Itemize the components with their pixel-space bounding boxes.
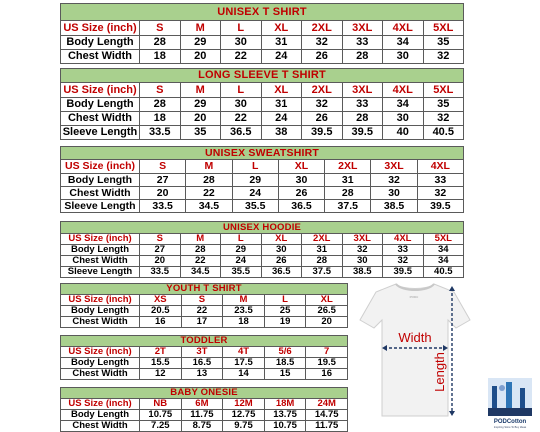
size-header-cell: S xyxy=(140,160,186,174)
measurement-cell: 35 xyxy=(423,98,464,112)
size-header-cell: L xyxy=(221,234,262,245)
measurement-cell: 34 xyxy=(383,98,424,112)
measurement-cell: 20 xyxy=(140,256,181,267)
size-header-cell: XL xyxy=(261,83,302,98)
row-label: Body Length xyxy=(61,98,140,112)
measurement-cell: 22 xyxy=(221,112,262,126)
measurement-cell: 30 xyxy=(221,36,262,50)
measurement-cell: 18 xyxy=(140,112,181,126)
size-header-label: US Size (inch) xyxy=(61,346,140,357)
measurement-cell: 28 xyxy=(186,174,232,187)
length-arrow-bottom-head xyxy=(449,411,455,416)
measurement-cell: 20.5 xyxy=(140,306,182,317)
measurement-cell: 33.5 xyxy=(140,200,186,213)
measurement-cell: 40.5 xyxy=(423,126,464,140)
measurement-cell: 34 xyxy=(423,245,464,256)
size-header-label: US Size (inch) xyxy=(61,295,140,306)
size-header-cell: 24M xyxy=(306,398,348,409)
measurement-cell: 31 xyxy=(261,36,302,50)
row-label: Chest Width xyxy=(61,112,140,126)
measurement-cell: 30 xyxy=(383,112,424,126)
size-header-cell: M xyxy=(180,21,221,36)
measurement-cell: 33 xyxy=(383,245,424,256)
measurement-cell: 19 xyxy=(264,317,306,328)
tshirt-diagram xyxy=(356,276,474,426)
row-label: Body Length xyxy=(61,306,140,317)
measurement-cell: 30 xyxy=(221,98,262,112)
measurement-cell: 36.5 xyxy=(261,267,302,278)
measurement-cell: 35 xyxy=(423,36,464,50)
measurement-cell: 24 xyxy=(221,256,262,267)
measurement-cell: 10.75 xyxy=(140,409,182,420)
measurement-cell: 26 xyxy=(302,112,343,126)
measurement-cell: 19.5 xyxy=(306,357,348,368)
measurement-cell: 14.75 xyxy=(306,409,348,420)
measurement-cell: 30 xyxy=(383,50,424,64)
measurement-cell: 7.25 xyxy=(140,420,182,431)
size-header-cell: 4XL xyxy=(383,83,424,98)
table-row xyxy=(61,187,464,200)
measurement-cell: 17.5 xyxy=(223,357,265,368)
measurement-cell: 11.75 xyxy=(306,420,348,431)
size-header-cell: 3XL xyxy=(371,160,417,174)
size-header-row xyxy=(61,234,464,245)
tshirt-collar xyxy=(396,284,434,290)
size-header-cell: XL xyxy=(278,160,324,174)
size-header-cell: 5XL xyxy=(423,83,464,98)
size-header-label: US Size (inch) xyxy=(61,234,140,245)
measurement-cell: 40 xyxy=(383,126,424,140)
measurement-cell: 32 xyxy=(342,245,383,256)
measurement-cell: 39.5 xyxy=(383,267,424,278)
measurement-cell: 18 xyxy=(140,50,181,64)
measurement-cell: 37.5 xyxy=(325,200,371,213)
measurement-cell: 32 xyxy=(417,187,463,200)
size-header-cell: 3T xyxy=(181,346,223,357)
table-row xyxy=(61,420,348,431)
table-row xyxy=(61,98,464,112)
row-label: Body Length xyxy=(61,174,140,187)
measurement-cell: 32 xyxy=(383,256,424,267)
measurement-cell: 38.5 xyxy=(371,200,417,213)
size-table xyxy=(60,68,464,140)
measurement-cell: 20 xyxy=(180,112,221,126)
measurement-cell: 30 xyxy=(261,245,302,256)
size-table xyxy=(60,283,348,328)
measurement-cell: 31 xyxy=(261,98,302,112)
podcotton-logo xyxy=(482,376,538,430)
measurement-cell: 13 xyxy=(181,368,223,379)
measurement-cell: 32 xyxy=(302,98,343,112)
size-table xyxy=(60,387,348,432)
size-header-cell: S xyxy=(140,83,181,98)
measurement-cell: 30 xyxy=(278,174,324,187)
table-row xyxy=(61,357,348,368)
size-header-cell: XL xyxy=(306,295,348,306)
row-label: Body Length xyxy=(61,245,140,256)
measurement-cell: 33 xyxy=(417,174,463,187)
size-table xyxy=(60,335,348,380)
size-header-cell: NB xyxy=(140,398,182,409)
size-header-label: US Size (inch) xyxy=(61,398,140,409)
measurement-cell: 35.5 xyxy=(232,200,278,213)
measurement-cell: 22 xyxy=(221,50,262,64)
measurement-cell: 36.5 xyxy=(278,200,324,213)
measurement-cell: 14 xyxy=(223,368,265,379)
measurement-cell: 32 xyxy=(302,36,343,50)
row-label: Body Length xyxy=(61,357,140,368)
logo-name: PODCotton xyxy=(493,419,527,425)
size-header-cell: 2XL xyxy=(325,160,371,174)
size-header-cell: XL xyxy=(261,21,302,36)
logo-tagline: Inspiring Store To Buy Ideas xyxy=(493,426,527,429)
size-header-cell: M xyxy=(180,234,221,245)
table-title: UNISEX T SHIRT xyxy=(61,4,464,21)
size-header-label: US Size (inch) xyxy=(61,21,140,36)
table-row xyxy=(61,36,464,50)
size-header-row xyxy=(61,346,348,357)
measurement-cell: 31 xyxy=(325,174,371,187)
size-table xyxy=(60,146,464,213)
table-row xyxy=(61,409,348,420)
size-header-cell: L xyxy=(221,21,262,36)
measurement-cell: 15.5 xyxy=(140,357,182,368)
table-row xyxy=(61,256,464,267)
size-header-cell: 2XL xyxy=(302,234,343,245)
size-header-cell: 2XL xyxy=(302,83,343,98)
measurement-cell: 29 xyxy=(232,174,278,187)
measurement-cell: 34 xyxy=(423,256,464,267)
measurement-cell: 33 xyxy=(342,98,383,112)
measurement-cell: 8.75 xyxy=(181,420,223,431)
measurement-cell: 16 xyxy=(306,368,348,379)
size-header-cell: 3XL xyxy=(342,234,383,245)
row-label: Chest Width xyxy=(61,368,140,379)
measurement-cell: 35.5 xyxy=(221,267,262,278)
length-label: Length xyxy=(432,352,447,392)
row-label: Chest Width xyxy=(61,420,140,431)
row-label: Body Length xyxy=(61,36,140,50)
measurement-cell: 38.5 xyxy=(342,267,383,278)
measurement-cell: 28 xyxy=(325,187,371,200)
table-row xyxy=(61,174,464,187)
measurement-cell: 20 xyxy=(140,187,186,200)
size-header-row xyxy=(61,295,348,306)
measurement-cell: 30 xyxy=(342,256,383,267)
measurement-cell: 23.5 xyxy=(223,306,265,317)
measurement-cell: 39.5 xyxy=(342,126,383,140)
measurement-cell: 29 xyxy=(221,245,262,256)
size-header-cell: S xyxy=(140,234,181,245)
measurement-cell: 22 xyxy=(186,187,232,200)
size-header-cell: 4XL xyxy=(383,21,424,36)
size-header-cell: 2T xyxy=(140,346,182,357)
size-header-cell: 6M xyxy=(181,398,223,409)
measurement-cell: 31 xyxy=(302,245,343,256)
measurement-cell: 16.5 xyxy=(181,357,223,368)
size-header-cell: 4T xyxy=(223,346,265,357)
length-arrow-top-head xyxy=(449,286,455,291)
measurement-cell: 9.75 xyxy=(223,420,265,431)
table-row xyxy=(61,245,464,256)
measurement-cell: 26 xyxy=(261,256,302,267)
measurement-cell: 34.5 xyxy=(186,200,232,213)
size-header-cell: 3XL xyxy=(342,21,383,36)
measurement-cell: 29 xyxy=(180,98,221,112)
size-header-cell: 5XL xyxy=(423,234,464,245)
size-header-cell: L xyxy=(221,83,262,98)
measurement-cell: 13.75 xyxy=(264,409,306,420)
measurement-cell: 32 xyxy=(423,112,464,126)
row-label: Sleeve Length xyxy=(61,267,140,278)
measurement-cell: 28 xyxy=(140,98,181,112)
measurement-cell: 15 xyxy=(264,368,306,379)
size-header-row xyxy=(61,21,464,36)
measurement-cell: 28 xyxy=(342,112,383,126)
table-title: TODDLER xyxy=(61,336,348,347)
width-label: Width xyxy=(398,330,432,345)
size-header-cell: XL xyxy=(261,234,302,245)
measurement-cell: 20 xyxy=(180,50,221,64)
size-header-cell: L xyxy=(264,295,306,306)
size-header-cell: 5XL xyxy=(423,21,464,36)
table-row xyxy=(61,112,464,126)
size-header-cell: 7 xyxy=(306,346,348,357)
row-label: Chest Width xyxy=(61,317,140,328)
size-header-cell: 4XL xyxy=(417,160,463,174)
table-title: BABY ONESIE xyxy=(61,388,348,399)
measurement-cell: 34.5 xyxy=(180,267,221,278)
measurement-cell: 22 xyxy=(181,306,223,317)
measurement-cell: 33.5 xyxy=(140,267,181,278)
size-header-cell: S xyxy=(181,295,223,306)
measurement-cell: 18 xyxy=(223,317,265,328)
table-row xyxy=(61,368,348,379)
table-title: UNISEX SWEATSHIRT xyxy=(61,147,464,160)
table-row xyxy=(61,317,348,328)
measurement-cell: 24 xyxy=(261,112,302,126)
measurement-cell: 30 xyxy=(371,187,417,200)
measurement-cell: 24 xyxy=(261,50,302,64)
size-header-cell: M xyxy=(223,295,265,306)
measurement-cell: 29 xyxy=(180,36,221,50)
shirt-tag: PODC xyxy=(409,295,419,299)
measurement-cell: 40.5 xyxy=(423,267,464,278)
measurement-cell: 12 xyxy=(140,368,182,379)
measurement-cell: 26.5 xyxy=(306,306,348,317)
measurement-cell: 33.5 xyxy=(140,126,181,140)
row-label: Sleeve Length xyxy=(61,126,140,140)
table-title: UNISEX HOODIE xyxy=(61,222,464,234)
size-header-row xyxy=(61,398,348,409)
measurement-cell: 28 xyxy=(302,256,343,267)
table-title: YOUTH T SHIRT xyxy=(61,284,348,295)
size-header-cell: 4XL xyxy=(383,234,424,245)
measurement-cell: 38 xyxy=(261,126,302,140)
measurement-cell: 36.5 xyxy=(221,126,262,140)
row-label: Chest Width xyxy=(61,187,140,200)
size-header-label: US Size (inch) xyxy=(61,160,140,174)
measurement-cell: 25 xyxy=(264,306,306,317)
measurement-cell: 34 xyxy=(383,36,424,50)
size-header-cell: M xyxy=(186,160,232,174)
size-header-cell: 12M xyxy=(223,398,265,409)
size-header-row xyxy=(61,160,464,174)
measurement-cell: 10.75 xyxy=(264,420,306,431)
table-row xyxy=(61,126,464,140)
row-label: Sleeve Length xyxy=(61,200,140,213)
size-header-cell: 3XL xyxy=(342,83,383,98)
size-header-cell: XS xyxy=(140,295,182,306)
measurement-cell: 11.75 xyxy=(181,409,223,420)
measurement-cell: 27 xyxy=(140,245,181,256)
table-row xyxy=(61,306,348,317)
measurement-cell: 33 xyxy=(342,36,383,50)
measurement-cell: 18.5 xyxy=(264,357,306,368)
measurement-cell: 28 xyxy=(342,50,383,64)
size-header-label: US Size (inch) xyxy=(61,83,140,98)
size-header-cell: 2XL xyxy=(302,21,343,36)
measurement-cell: 22 xyxy=(180,256,221,267)
measurement-cell: 37.5 xyxy=(302,267,343,278)
table-row xyxy=(61,50,464,64)
measurement-cell: 16 xyxy=(140,317,182,328)
size-table xyxy=(60,221,464,278)
size-header-cell: M xyxy=(180,83,221,98)
measurement-cell: 32 xyxy=(423,50,464,64)
measurement-cell: 28 xyxy=(180,245,221,256)
measurement-cell: 27 xyxy=(140,174,186,187)
size-header-cell: 18M xyxy=(264,398,306,409)
row-label: Chest Width xyxy=(61,256,140,267)
measurement-cell: 20 xyxy=(306,317,348,328)
measurement-cell: 12.75 xyxy=(223,409,265,420)
measurement-cell: 26 xyxy=(302,50,343,64)
size-header-cell: S xyxy=(140,21,181,36)
row-label: Chest Width xyxy=(61,50,140,64)
size-table xyxy=(60,3,464,64)
table-row xyxy=(61,200,464,213)
table-title: LONG SLEEVE T SHIRT xyxy=(61,69,464,83)
measurement-cell: 24 xyxy=(232,187,278,200)
measurement-cell: 28 xyxy=(140,36,181,50)
measurement-cell: 17 xyxy=(181,317,223,328)
row-label: Body Length xyxy=(61,409,140,420)
size-header-cell: L xyxy=(232,160,278,174)
tshirt-shape xyxy=(360,284,470,416)
measurement-cell: 32 xyxy=(371,174,417,187)
size-header-row xyxy=(61,83,464,98)
measurement-cell: 39.5 xyxy=(417,200,463,213)
measurement-cell: 26 xyxy=(278,187,324,200)
size-header-cell: 5/6 xyxy=(264,346,306,357)
measurement-cell: 35 xyxy=(180,126,221,140)
measurement-cell: 39.5 xyxy=(302,126,343,140)
